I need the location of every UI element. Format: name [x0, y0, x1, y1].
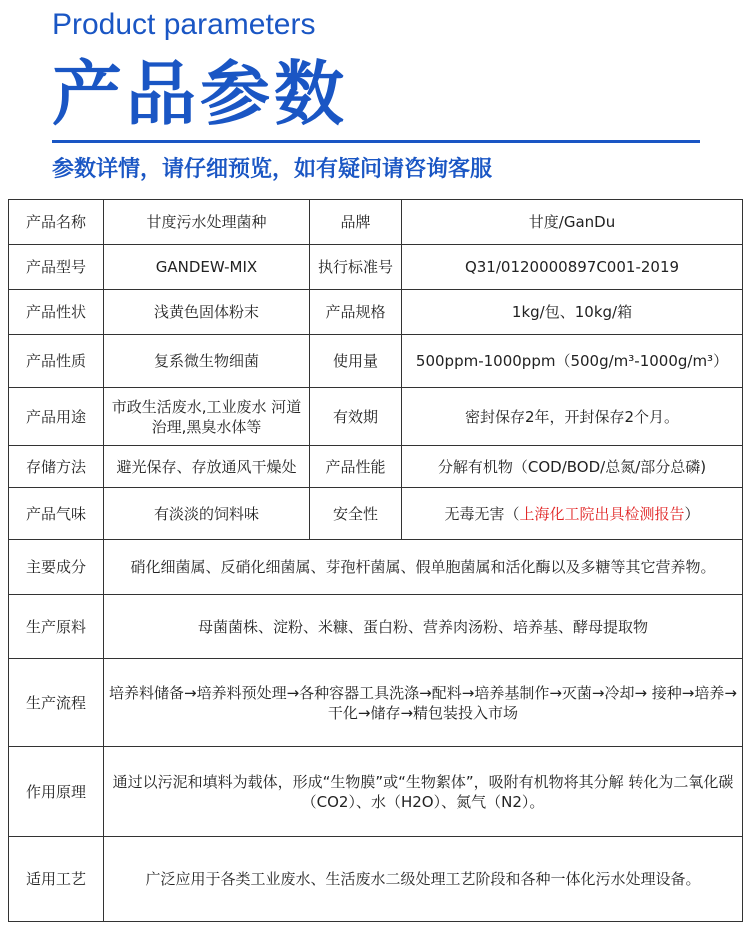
param-label: 主要成分 [9, 540, 104, 595]
chinese-title: 产品参数 [52, 53, 348, 135]
param-value: 母菌菌株、淀粉、米糠、蛋白粉、营养肉汤粉、培养基、酵母提取物 [104, 595, 743, 659]
param-value: 市政生活废水,工业废水 河道治理,黑臭水体等 [104, 388, 310, 446]
param-value: 有淡淡的饲料味 [104, 488, 310, 540]
table-row [9, 540, 743, 595]
param-value: 1kg/包、10kg/箱 [402, 290, 743, 335]
param-value: GANDEW-MIX [104, 245, 310, 290]
parameters-table [8, 199, 743, 922]
test-report-note: 上海化工院出具检测报告 [519, 504, 685, 523]
table-row [9, 595, 743, 659]
param-label: 生产流程 [9, 659, 104, 747]
param-value: 复系微生物细菌 [104, 335, 310, 388]
table-row [9, 290, 743, 335]
param-label: 产品名称 [9, 200, 104, 245]
table-row [9, 245, 743, 290]
safety-text: 无毒无害（ [444, 504, 520, 523]
param-value: 甘度/GanDu [402, 200, 743, 245]
table-row [9, 659, 743, 747]
param-value: 密封保存2年，开封保存2个月。 [402, 388, 743, 446]
table-row [9, 200, 743, 245]
english-title: Product parameters [52, 8, 316, 41]
param-label: 产品性状 [9, 290, 104, 335]
param-value: 浅黄色固体粉末 [104, 290, 310, 335]
param-label: 存储方法 [9, 446, 104, 488]
param-value: 培养料储备→培养料预处理→各种容器工具洗涤→配料→培养基制作→灭菌→冷却→ 接种→培养→干化→储存→精包装投入市场 [104, 659, 743, 747]
param-label: 有效期 [310, 388, 402, 446]
param-label: 生产原料 [9, 595, 104, 659]
param-value: 广泛应用于各类工业废水、生活废水二级处理工艺阶段和各种一体化污水处理设备。 [104, 837, 743, 922]
table-row [9, 388, 743, 446]
title-divider [52, 140, 700, 143]
param-label: 作用原理 [9, 747, 104, 837]
param-label: 品牌 [310, 200, 402, 245]
param-value: 通过以污泥和填料为载体，形成“生物膜”或“生物絮体”，吸附有机物将其分解 转化为二氧化碳（CO2）、水（H2O）、氮气（N2）。 [104, 747, 743, 837]
param-label: 产品用途 [9, 388, 104, 446]
param-label: 适用工艺 [9, 837, 104, 922]
table-row [9, 446, 743, 488]
param-value: Q31/0120000897C001-2019 [402, 245, 743, 290]
param-value [402, 488, 743, 540]
table-row [9, 747, 743, 837]
param-label: 执行标准号 [310, 245, 402, 290]
table-row [9, 488, 743, 540]
param-value: 分解有机物（COD/BOD/总氮/部分总磷) [402, 446, 743, 488]
param-label: 安全性 [310, 488, 402, 540]
table-row [9, 837, 743, 922]
param-label: 产品性质 [9, 335, 104, 388]
param-label: 产品规格 [310, 290, 402, 335]
param-label: 产品型号 [9, 245, 104, 290]
safety-text-end: ） [684, 504, 700, 523]
subtitle: 参数详情，请仔细预览，如有疑问请咨询客服 [52, 157, 493, 182]
param-value: 避光保存、存放通风干燥处 [104, 446, 310, 488]
param-value: 硝化细菌属、反硝化细菌属、芽孢杆菌属、假单胞菌属和活化酶以及多糖等其它营养物。 [104, 540, 743, 595]
param-label: 使用量 [310, 335, 402, 388]
param-value: 甘度污水处理菌种 [104, 200, 310, 245]
table-row [9, 335, 743, 388]
param-value: 500ppm-1000ppm（500g/m³-1000g/m³） [402, 335, 743, 388]
param-label: 产品气味 [9, 488, 104, 540]
param-label: 产品性能 [310, 446, 402, 488]
